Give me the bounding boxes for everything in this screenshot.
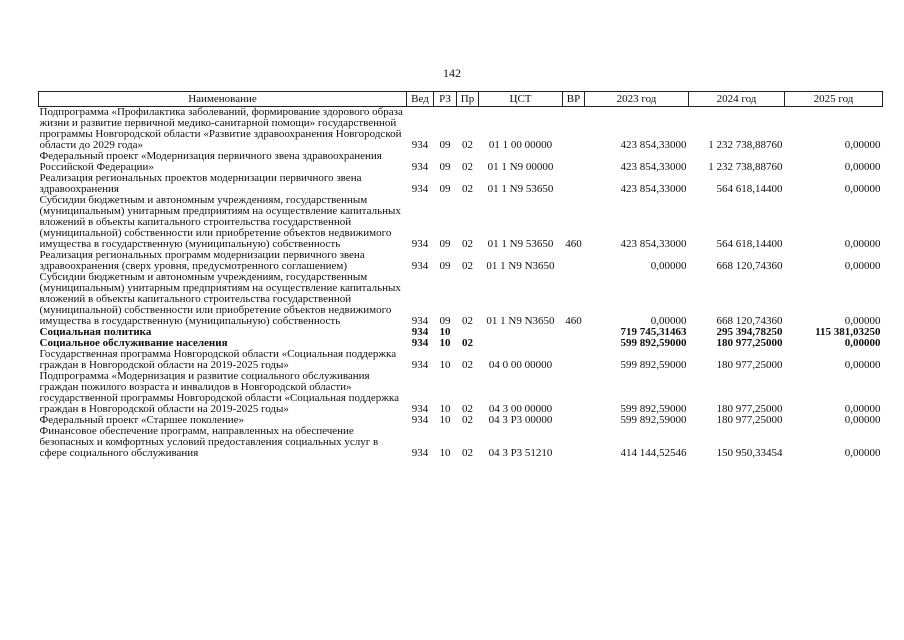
row-value-2023: 0,00000 [650, 260, 687, 272]
row-value-2024: 180 977,25000 [716, 414, 783, 426]
row-rz: 10 [439, 414, 451, 426]
row-value-2024: 295 394,78250 [716, 326, 783, 338]
row-value-2024: 1 232 738,88760 [708, 139, 783, 151]
row-value-2025: 0,00000 [844, 238, 881, 250]
row-pr: 02 [462, 337, 473, 349]
row-ved: 934 [411, 414, 429, 426]
row-ved: 934 [411, 403, 429, 415]
row-ved: 934 [411, 238, 429, 250]
row-cst [479, 327, 563, 338]
row-value-2024: 180 977,25000 [716, 403, 783, 415]
row-rz: 09 [439, 260, 451, 272]
row-vr [563, 250, 585, 272]
row-cst: 04 3 P3 00000 [488, 414, 553, 426]
row-value-2025: 115 381,03250 [815, 326, 881, 338]
row-value-2025: 0,00000 [844, 183, 881, 195]
row-value-2023: 414 144,52546 [620, 447, 687, 459]
table-row [39, 426, 883, 459]
row-value-2024: 564 618,14400 [716, 238, 783, 250]
row-value-2025: 0,00000 [844, 403, 881, 415]
row-value-2023: 423 854,33000 [620, 238, 687, 250]
row-vr [563, 426, 585, 459]
row-ved: 934 [411, 183, 429, 195]
row-value-2025: 0,00000 [844, 359, 881, 371]
row-vr: 460 [565, 238, 582, 250]
row-value-2024: 564 618,14400 [716, 183, 783, 195]
row-ved: 934 [411, 315, 429, 327]
row-pr: 02 [462, 447, 473, 459]
row-name: Субсидии бюджетным и автономным учреждениям, государственным (муниципальным) унитарным предприятиям на осуществление капитальных вложений в объекты капитального строительства государственной (муниципальной) собственности или приобретение объектов недвижимого имущества в государственную (муниципальную) собственность [39, 271, 401, 327]
row-rz: 09 [439, 315, 451, 327]
page-number: 142 [443, 66, 461, 80]
row-value-2025: 0,00000 [844, 161, 881, 173]
row-vr [563, 327, 585, 338]
row-pr: 02 [462, 403, 473, 415]
row-pr: 02 [462, 260, 473, 272]
row-rz: 09 [439, 238, 451, 250]
row-value-2025: 0,00000 [844, 447, 881, 459]
row-ved: 934 [411, 359, 429, 371]
table-row [39, 107, 883, 152]
row-name: Социальная политика [39, 326, 152, 338]
row-value-2025: 0,00000 [844, 337, 881, 349]
row-cst: 04 3 00 00000 [488, 403, 553, 415]
header-pr: Пр [457, 92, 479, 107]
row-cst: 01 1 N9 N3650 [486, 315, 555, 327]
row-rz: 10 [439, 359, 451, 371]
row-cst [479, 338, 563, 349]
row-value-2024: 1 232 738,88760 [708, 161, 783, 173]
row-rz: 09 [439, 161, 451, 173]
row-name: Государственная программа Новгородской области «Социальная поддержка граждан в Новгородской области на 2019-2025 годы» [39, 348, 397, 371]
row-value-2023: 599 892,59000 [620, 359, 687, 371]
row-pr: 02 [462, 359, 473, 371]
row-value-2023: 719 745,31463 [620, 326, 687, 338]
row-value-2023: 599 892,59000 [620, 414, 687, 426]
row-rz: 09 [439, 139, 451, 151]
header-cst: ЦСТ [479, 92, 563, 107]
row-name: Субсидии бюджетным и автономным учреждениям, государственным (муниципальным) унитарным предприятиям на осуществление капитальных вложений в объекты капитального строительства государственной (муниципальной) собственности или приобретение объектов недвижимого имущества в государственную (муниципальную) собственность [39, 194, 401, 250]
row-rz: 09 [439, 183, 451, 195]
budget-table [38, 91, 883, 459]
row-rz: 10 [439, 326, 451, 338]
row-rz: 10 [439, 403, 451, 415]
row-cst: 01 1 N9 53650 [487, 238, 554, 250]
row-name: Федеральный проект «Модернизация первичного звена здравоохранения Российской Федерации» [39, 150, 382, 173]
row-pr: 02 [462, 183, 473, 195]
row-rz: 10 [439, 337, 451, 349]
row-pr: 02 [462, 238, 473, 250]
row-name: Социальное обслуживание населения [39, 337, 228, 349]
row-value-2024: 180 977,25000 [716, 337, 783, 349]
header-2023: 2023 год [585, 92, 689, 107]
row-cst: 04 3 P3 51210 [488, 447, 553, 459]
row-vr [563, 107, 585, 152]
table-row [39, 371, 883, 415]
table-row [39, 151, 883, 173]
header-2024: 2024 год [689, 92, 785, 107]
row-value-2023: 599 892,59000 [620, 337, 687, 349]
row-vr [563, 338, 585, 349]
row-value-2025: 0,00000 [844, 260, 881, 272]
row-ved: 934 [411, 161, 429, 173]
row-ved: 934 [411, 337, 429, 349]
table-row [39, 272, 883, 327]
header-ved: Вед [407, 92, 434, 107]
row-cst: 04 0 00 00000 [488, 359, 553, 371]
row-value-2025: 0,00000 [844, 139, 881, 151]
row-value-2024: 180 977,25000 [716, 359, 783, 371]
header-vr: ВР [563, 92, 585, 107]
table-row [39, 195, 883, 250]
row-name: Подпрограмма «Модернизация и развитие социального обслуживания граждан пожилого возраста и инвалидов в Новгородской области» государственной программы Новгородской области «Социальная поддержка граждан в Новгородской области на 2019-2025 годы» [39, 370, 399, 415]
row-pr: 02 [462, 315, 473, 327]
row-ved: 934 [411, 447, 429, 459]
row-vr [563, 349, 585, 371]
row-value-2025: 0,00000 [844, 315, 881, 327]
row-value-2023: 423 854,33000 [620, 183, 687, 195]
row-name: Реализация региональных проектов модернизации первичного звена здравоохранения [39, 172, 362, 195]
table-body [39, 107, 883, 460]
row-pr: 02 [462, 161, 473, 173]
table-row [39, 250, 883, 272]
row-cst: 01 1 N9 53650 [487, 183, 554, 195]
table-row [39, 349, 883, 371]
header-2025: 2025 год [785, 92, 883, 107]
header-rz: РЗ [434, 92, 457, 107]
row-value-2023: 423 854,33000 [620, 161, 687, 173]
row-name: Финансовое обеспечение программ, направленных на обеспечение безопасных и комфортных условий предоставления социальных услуг в сфере социального обслуживания [39, 425, 379, 459]
row-name: Реализация региональных программ модернизации первичного звена здравоохранения (сверх уровня, предусмотренного соглашением) [39, 249, 365, 272]
row-vr [563, 415, 585, 426]
row-name: Федеральный проект «Старшее поколение» [39, 414, 245, 426]
row-ved: 934 [411, 326, 429, 338]
row-value-2023: 599 892,59000 [620, 403, 687, 415]
row-cst: 01 1 N9 00000 [487, 161, 554, 173]
header-name: Наименование [39, 92, 407, 107]
row-value-2025: 0,00000 [844, 414, 881, 426]
row-value-2024: 668 120,74360 [716, 315, 783, 327]
row-rz: 10 [439, 447, 451, 459]
row-cst: 01 1 00 00000 [488, 139, 553, 151]
row-value-2024: 668 120,74360 [716, 260, 783, 272]
row-value-2023: 0,00000 [650, 315, 687, 327]
row-pr: 02 [462, 139, 473, 151]
row-vr [563, 173, 585, 195]
row-vr [563, 151, 585, 173]
row-cst: 01 1 N9 N3650 [486, 260, 555, 272]
row-vr: 460 [565, 315, 582, 327]
table-row [39, 173, 883, 195]
row-vr [563, 371, 585, 415]
row-ved: 934 [411, 139, 429, 151]
row-pr: 02 [462, 414, 473, 426]
row-name: Подпрограмма «Профилактика заболеваний, формирование здорового образа жизни и развитие первичной медико-санитарной помощи» государственной программы Новгородской области «Развитие здравоохранения Новгородской области до 2029 года» [39, 106, 403, 151]
row-value-2024: 150 950,33454 [716, 447, 783, 459]
row-value-2023: 423 854,33000 [620, 139, 687, 151]
row-ved: 934 [411, 260, 429, 272]
table-header-row [39, 92, 883, 107]
